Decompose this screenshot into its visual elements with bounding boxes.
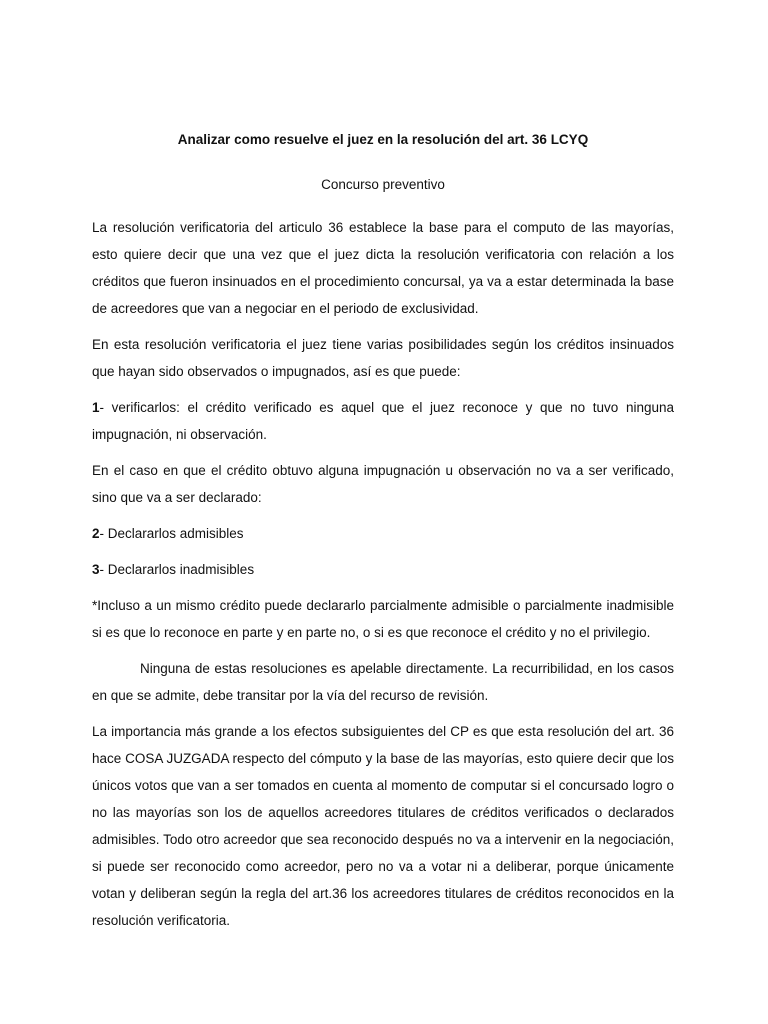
list-item-inadmisibles <box>92 556 674 583</box>
list-item-text: - Declararlos inadmisibles <box>99 562 255 577</box>
list-item-admisibles <box>92 520 674 547</box>
list-item-verificarlos <box>92 394 674 448</box>
paragraph-cosa-juzgada: La importancia más grande a los efectos subsiguientes del CP es que esta resolución del art. 36 hace COSA JUZGADA respecto del cómputo y la base de las mayorías, esto quiere decir que los únicos votos que van a ser tomados en cuenta al momento de computar si el concursado logro o no las mayorías son los de aquellos acreedores titulares de créditos verificados o declarados admisibles. Todo otro acreedor que sea reconocido después no va a intervenir en la negociación, si puede ser reconocido como acreedor, pero no va a votar ni a deliberar, porque únicamente votan y deliberan según la regla del art.36 los acreedores titulares de créditos reconocidos en la resolución verificatoria. <box>92 724 674 928</box>
document-title: Analizar como resuelve el juez en la resolución del art. 36 LCYQ <box>177 132 589 147</box>
list-item-text: - Declararlos admisibles <box>99 526 244 541</box>
paragraph-declarado: En el caso en que el crédito obtuvo alguna impugnación u observación no va a ser verificado, sino que va a ser declarado: <box>92 463 674 505</box>
paragraph-intro: La resolución verificatoria del articulo 36 establece la base para el computo de las mayorías, esto quiere decir que una vez que el juez dicta la resolución verificatoria con relación a los créditos que fueron insinuados en el procedimiento concursal, ya va a estar determinada la base de acreedores que van a negociar en el periodo de exclusividad. <box>92 220 674 316</box>
document-subtitle: Concurso preventivo <box>321 177 445 192</box>
list-item-text: - verificarlos: el crédito verificado es aquel que el juez reconoce y que no tuvo ninguna impugnación, ni observación. <box>92 400 674 442</box>
paragraph-possibilities: En esta resolución verificatoria el juez tiene varias posibilidades según los créditos insinuados que hayan sido observados o impugnados, así es que puede: <box>92 337 674 379</box>
paragraph-apelable: Ninguna de estas resoluciones es apelable directamente. La recurribilidad, en los casos en que se admite, debe transitar por la vía del recurso de revisión. <box>92 661 674 703</box>
list-number: 2 <box>92 526 100 541</box>
list-number: 3 <box>92 562 100 577</box>
paragraph-parcial: *Incluso a un mismo crédito puede declararlo parcialmente admisible o parcialmente inadmisible si es que lo reconoce en parte y en parte no, o si es que reconoce el crédito y no el privilegio. <box>92 598 674 640</box>
document-page <box>92 126 674 934</box>
list-number: 1 <box>92 400 100 415</box>
